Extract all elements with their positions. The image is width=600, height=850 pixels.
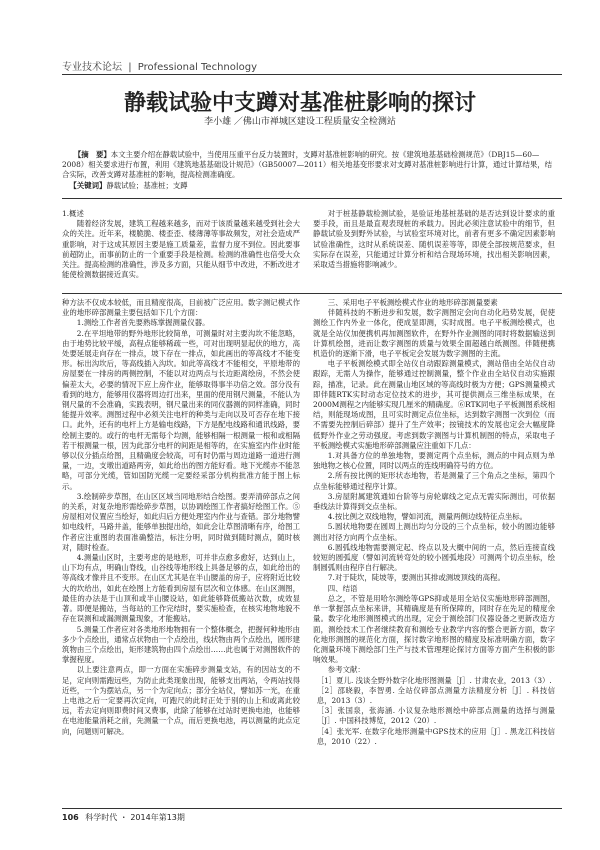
- article-author: 李小雄 ／佛山市禅城区建设工程质量安全检测站: [204, 117, 396, 127]
- paragraph: 对于桩基静载检测试验，是验证地基桩基础的是否达到设计要求的重要手段，而且是最直观表现桩的承载力。因此必须注意试验中的细节，但静载试验及到野外试验，与试验室环境对比，前者有更多不确定因素影响试验准确性，这时从系统误差、随机误差等等，即使全部按规范要求，但实际存在误差，只能通过计算分析和结合现场环境，找出相关影响因素，采取适当措施将影响减少。: [313, 209, 555, 270]
- page-footer: [62, 812, 185, 823]
- paragraph: 种方法不仅成本较低，而且精度很高，目前被广泛应用。数字测记模式作业的地形碎部测量主要包括如下几个方面：: [62, 298, 300, 318]
- keywords-text: 静载试验；基准桩；支蹲: [106, 181, 188, 190]
- journal-name: 科学时代 ・ 2014年第13期: [85, 813, 185, 822]
- paragraph: 4.按比例之双线地物，譬如河流，测量两侧边线特征点坐标。: [327, 512, 528, 522]
- paragraph: 1.测绘工作者首先要熟练掌握测量仪器。: [76, 318, 210, 328]
- paragraph: 总之，不管是用哈尔测绘等GPS抑或是用全站仪实施地形碎部测图，单一掌握部点坐标来讲，其精确度是有所保障的，同时存在先足的精度余量。数字化地形测图模式的出现，定会于测绘部门仪器设备之更新改造方面，测绘技术工作者继续教育和测绘专业教学内容的整合更新方面，数字化地形测图的规范化方面，探讨数字地形图的精度及标准明确方面，数字化测量环境下测绘部门生产与技术管理理论探讨方面等方面产生积极的影响效果。: [313, 593, 555, 665]
- keywords-label: 【关键词】: [69, 181, 107, 190]
- section-heading: 四、结语: [327, 583, 358, 593]
- paragraph: 7.对于陡坎，陡坡等，要测出其排或测坡顶线的高程。: [327, 573, 505, 583]
- paragraph: 4.测量山区时，主要考虑的是地形，可并非点愈多愈好，达到山上，山下均有点，明确山脊线，山谷线等地形线上具备足够的点，如此给出的等高线才像并且不变形。在山区尤其是在半山腰盖的房子，应将附近比较大的坎给出，如此在绘图上方能看到房屋有层次和立体感。在山区测图，最佳的办法是于山顶和或半山腰设站，如此能够降低搬站次数，成效显著。即便是搬站，当每站的工作完结时，要实施检查，在核实地物地貌不存在误测和或漏测测量现象，才能搬站。: [62, 553, 300, 624]
- article-title: 静载试验中支蹲对基准桩影响的探讨: [123, 91, 476, 116]
- references-heading: 参考文献：: [327, 665, 365, 675]
- paragraph: 2.在平坦地带的野外地形比较简单，可测量时对主要沟坎不能忽略，由于地势比较平缓，高程点能够稀疏一些，可对出现明显起伏的地方，高处要延展走向存在一排点，坡下存在一排点，如此画出的等高线才不能变形。标出沟坎后，等高线插入沟坎。如此等高线才不能相交，平原地带的房屋要在一排房的两侧控制，不能以对边两点与长边距离绘房，不然会使偏差太大，必要的情况下应上房作业，能够取得事半功倍之效。部分没有看到的地方，能够用仪器将周边打出来，里面的使用钢尺测量，不能认为钢尺量的不会准确，实践表明，钢尺量出来的同仪器测的同样准确，同时能提升效率。测图过程中必须关注电杆的种类与走向以及可否存在地下接口。此外，还有的电杆上方是输电线路，下方是配电线路和通讯线路，要绘制主要的。或行的电杆无需每个均测，能够相隔一根测量一根和或相隔若干根测量一根，因为此部分电杆的间距是相等的，在实施室内作业时能够以仪分插点给图，且精确度会较高，可有时仍需与周边道路一道进行测量，一边，支墩出道路两旁，如此给出的图方能好看。地下光缆亦不能忽略，可部分光缆，管如国防光缆一定要经采部分机构批准方能于图上标示。: [62, 328, 300, 491]
- paragraph: 1.对具备方位的单独地物，要测定两个点坐标，测点的中间点则为单独地物之核心位置，同时以两点的连线明确符号的方位。: [313, 451, 555, 471]
- keywords: [62, 181, 561, 191]
- header-separator: |: [128, 62, 132, 73]
- intro-column-right: [313, 209, 555, 289]
- paragraph: 3.房屋附属建筑通如台阶等与房轮廓线之定点无需实际测出，可依据垂线法计算得到交点坐标。: [313, 491, 555, 512]
- header-section: 专业技术论坛: [62, 62, 122, 73]
- page-number: 106: [62, 813, 79, 822]
- reference-item: ［3］张国泉，张海涵. 小议复杂地形测绘中碎部点测量的选择与测量［J］. 中国科技博览，2012（20）.: [316, 706, 555, 726]
- paragraph: 以上要注意两点，即一方面在实施碎步测量支站，有的因站支的不足，定向则需跑远些，为防止此类现象出现，能够支出两站，令两站找得近些，一个为摆站点，另一个为定向点；部分全站仪，譬如苏一光，在重上电池之后一定要再次定向，可跑尺的此时正处于别的山上和或离此较远，若去定向则即费时间又费事，此除了能够在过站时更换电池，也能够在电池能量消耗之前，先测量一个点，而后更换电池，再以测量的此点定向，问题则可解决。: [62, 665, 300, 736]
- footer-rule: [62, 808, 562, 809]
- section-heading: 1.概述: [62, 209, 84, 218]
- paragraph: 3.绘制碎步草图，在山区区域当同地形结合绘图。要弄清碎部点之间的关系，对复杂地形需绘碎步草图，以协调绘图工作者搞好绘图工作。⑤房屋相对仪置应当绘好，如此归后方便处理室内作业与查错。部分地物譬如电线杆，马路井盖，能够单独提出给，如此会让草图清晰有序，给图工作者应注重图的表面准确整洁，标注分明，同时做到随时测点，随时核对，随时检查。: [62, 491, 300, 552]
- abstract: [62, 150, 554, 180]
- paragraph: 5.圆状地物要在圆周上测出均匀分设的三个点坐标，较小的圆边能够测出对径方向两个点坐标。: [313, 522, 555, 542]
- section-rule: [62, 293, 562, 294]
- header-section-en: Professional Technology: [137, 62, 258, 73]
- paragraph: 6.圆弧线地物需要测定起、终点以及大概中间的一点，然后连接直线较短的圆弧度（譬如河流转弯处的较小圆弧地段）可测两个切点坐标，绘制圆弧则由程序自行解决。: [313, 542, 555, 573]
- abstract-rule: [62, 198, 562, 199]
- header-rule: [62, 74, 562, 75]
- abstract-text: 本文主要介绍在静载试验中，当使用压重平台反力装置时，支蹲对基准桩影响的研究。按《建筑地基基础检测规范》（DBJ15—60—2008）相关要求进行布置，利用《建筑地基基础设计规范》（GB50007—2011）相关地基变形要求对支蹲对基准桩影响进行计算，通过计算结果，结合实际，改善支蹲对基准桩的影响，提高检测准确度。: [62, 150, 553, 179]
- reference-item: ［2］邵晓毅，李智勇. 全站仪碎部点测量方法精度分析［J］. 科技信息，2013（3）.: [316, 685, 555, 705]
- section-heading: 三、采用电子平板测绘模式作业的地形碎部测量要素: [327, 298, 498, 307]
- reference-item: ［4］张光军. 在数字化地形测量中GPS技术的应用［J］. 黑龙江科技信息，2010（22）.: [316, 726, 555, 746]
- paragraph: 伴随科技的不断进步和发展，数字测图定会向自动化趋势发展，促使测绘工作内外业一体化，使成显即测，实时成图。电子平板测绘模式，也就是全站仪加便携机再加测图软件，在野外作业测图的同时将数据输送到计算机绘图，进而让数字测图的质量与效果全面超越白纸测图。伴随便携机造价的逐渐下滑，电子平板定会发展为数字测图的主流。: [313, 308, 555, 359]
- paragraph: 2.所有按比例的矩形状态地物，若是测量了三个角点之坐标，第四个点坐标能够通过程序计算。: [313, 471, 555, 491]
- intro-column-left: [62, 209, 300, 289]
- body-column-left: [62, 298, 300, 808]
- abstract-label: 【摘 要】: [73, 150, 111, 159]
- reference-item: ［1］夏儿. 浅谈全野外数字化地形图测量［J］. 甘肃农业，2013（3）.: [316, 675, 552, 685]
- paragraph: 随着经济发展，建筑工程越来越多，而对于该质量越来越受到社会大众的关注。近年来，楼脆脆、楼歪歪、楼薄薄等事故频发，对社会造成严重影响，对于这成其原因主要是施工质量差，监督力度不到位。因此要事前超防止，而事前防止的一个重要手段是检测。检测的准确性也倍受大众关注。提高检测的准确性，涉及多方面，只能从细节中改进，不断改进才能使检测数据接近真实。: [62, 219, 300, 280]
- body-column-right: [313, 298, 555, 808]
- running-header: [62, 58, 257, 73]
- paragraph: 5.测量工作者应对各类地形地物拥有一个整体概念，把握何种地形由多少个点绘出，通常点状物由一个点绘出，线状物由两个点绘出，圆形建筑物由三个点绘出，矩形建筑物由四个点绘出……此也属于对测图软件的掌握程度。: [62, 624, 300, 665]
- paragraph: 电子平板测绘模式即全站仪自动跟踪测量模式，测站借由全站仪自动跟踪，无需人为操作，能够通过控制测量，整个作业由全站仪自动实施跟踪，描准，记录。此在测量山地区域的等高线时极为方便；GPS测量模式即伴随RTK实时动态定位技术的进步，其可提供测点三维坐标成果，在2000M测程之内能够实现几厘米的精确度。⑥RTK同电子平板测图系统相结，则能现场成图，且可实时测定点位坐标，达到数字测图一次到位（而不需要先控制后碎部）提升了生产效率；按镜技术的发展也定会大幅度降低野外作业之劳动强度。考虑到数字测图与计算机制图的特点，采取电子平板测绘模式实施地形碎部测量应注重如下几点：: [313, 359, 555, 450]
